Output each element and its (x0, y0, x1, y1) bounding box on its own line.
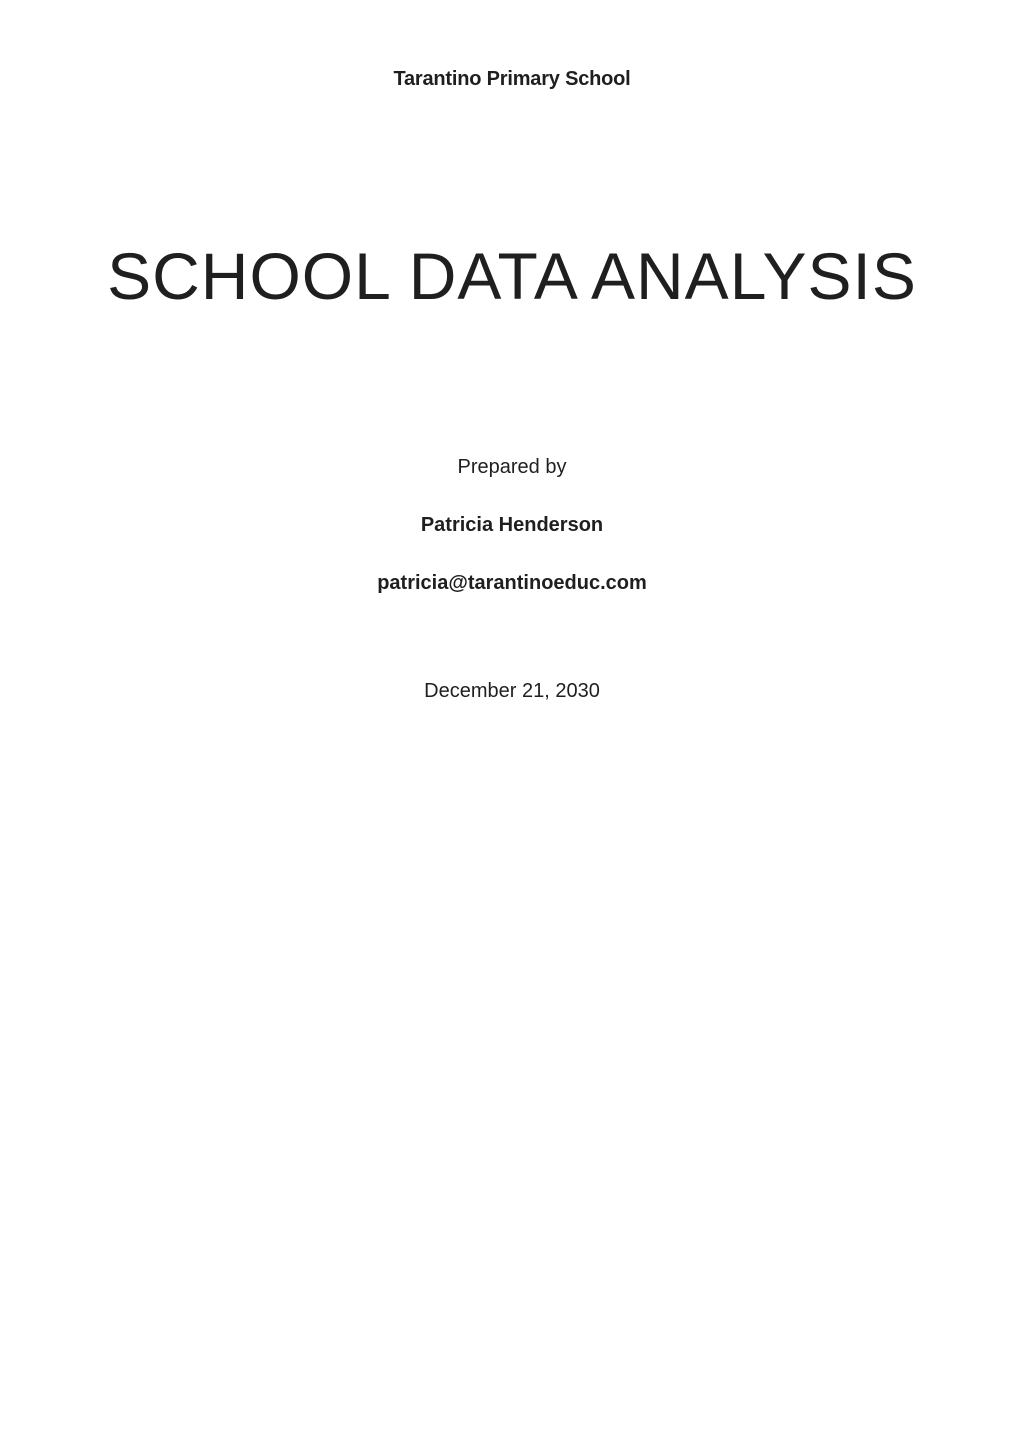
prepared-by-label: Prepared by (457, 456, 567, 478)
organization-name: Tarantino Primary School (393, 68, 631, 90)
document-title: SCHOOL DATA ANALYSIS (107, 239, 917, 313)
document-date: December 21, 2030 (424, 680, 600, 702)
author-name: Patricia Henderson (420, 514, 604, 536)
author-email: patricia@tarantinoeduc.com (377, 572, 647, 594)
